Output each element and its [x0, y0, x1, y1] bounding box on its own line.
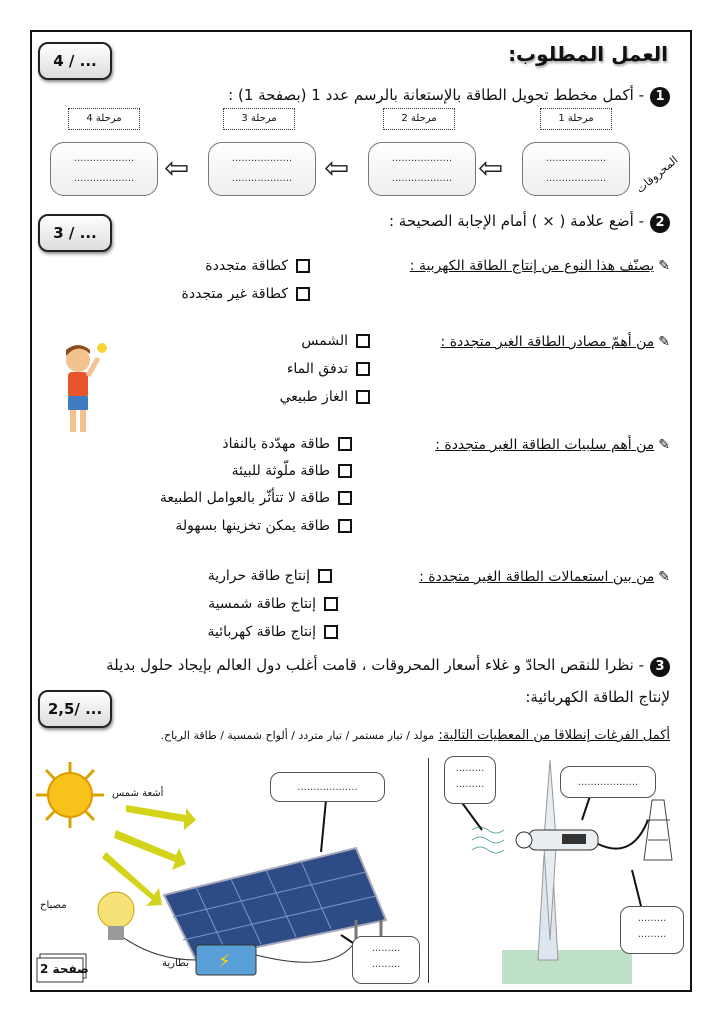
blank-line: ...................: [391, 173, 453, 184]
checkbox[interactable]: [356, 362, 370, 376]
q2b-question: ✎من أهمّ مصادر الطاقة الغير متجددة :: [440, 334, 670, 350]
blank-line: ...................: [231, 173, 293, 184]
option[interactable]: طاقة ملّوثة للبيئة: [232, 463, 352, 479]
q3-text: - نظرا للنقص الحادّ و غلاء أسعار المحروقات ، قامت أغلب دول العالم بإيجاد حلول بديلة: [106, 656, 644, 674]
checkbox[interactable]: [324, 625, 338, 639]
boy-illustration: [58, 338, 110, 442]
battery-label: بطارية: [162, 958, 190, 969]
option[interactable]: الشمس: [301, 333, 370, 349]
checkbox[interactable]: [318, 569, 332, 583]
checkbox[interactable]: [338, 519, 352, 533]
option[interactable]: الغاز طبيعي: [280, 389, 370, 405]
blank-line: ...................: [545, 153, 607, 164]
score-box-q3: 2,5/ ...: [38, 690, 112, 728]
blank-line: ...................: [391, 153, 453, 164]
page-number: صفحة 2: [40, 962, 89, 976]
blank-line: ...................: [231, 153, 293, 164]
stage-box-3[interactable]: [208, 142, 316, 196]
q1-number: 1: [650, 87, 670, 107]
option[interactable]: تدفق الماء: [287, 361, 370, 377]
stage-box-4[interactable]: [50, 142, 158, 196]
svg-text:⚡: ⚡: [218, 951, 231, 972]
stage-label-3: مرحلة 3: [223, 108, 295, 130]
checkbox[interactable]: [338, 464, 352, 478]
blank-line: ...................: [73, 153, 135, 164]
score-box-q1: 4 / ...: [38, 42, 112, 80]
current-answer-field[interactable]: ......... .........: [352, 936, 420, 984]
q3-heading: [106, 656, 670, 677]
stage-label-2: مرحلة 2: [383, 108, 455, 130]
arrow-left-icon: ⇦: [164, 151, 190, 186]
fuel-label: المحروقات: [633, 153, 681, 196]
stage-box-1[interactable]: [522, 142, 630, 196]
option[interactable]: إنتاج طاقة شمسية: [208, 596, 338, 612]
q1-text: - أكمل مخطط تحويل الطاقة بالإستعانة بالرسم عدد 1 (بصفحة 1) :: [228, 86, 644, 104]
q2c-question: ✎من أهم سلبيات الطاقة الغير متجددة :: [435, 437, 670, 453]
q3-number: 3: [650, 657, 670, 677]
option[interactable]: إنتاج طاقة كهربائية: [208, 624, 338, 640]
checkbox[interactable]: [338, 491, 352, 505]
q1-heading: [228, 86, 670, 107]
option[interactable]: كطاقة غير متجددة: [182, 286, 310, 302]
divider: [428, 758, 429, 983]
score-box-q2: 3 / ...: [38, 214, 112, 252]
generator-answer-field[interactable]: ...................: [560, 766, 656, 798]
q2-heading: [389, 212, 670, 233]
pencil-icon: ✎: [658, 569, 670, 585]
pencil-icon: ✎: [658, 437, 670, 453]
stage-box-2[interactable]: [368, 142, 476, 196]
pencil-icon: ✎: [658, 334, 670, 350]
stage-label-4: مرحلة 4: [68, 108, 140, 130]
option[interactable]: طاقة يمكن تخزينها بسهولة: [175, 518, 352, 534]
checkbox[interactable]: [324, 597, 338, 611]
option[interactable]: كطاقة متجددة: [205, 258, 310, 274]
checkbox[interactable]: [296, 287, 310, 301]
wind-answer-field[interactable]: ......... .........: [444, 756, 496, 804]
blank-line: ...................: [545, 173, 607, 184]
sun-rays-label: أشعة شمس: [112, 788, 164, 799]
solar-answer-field[interactable]: ...................: [270, 772, 385, 802]
pencil-icon: ✎: [658, 258, 670, 274]
blank-line: ...................: [73, 173, 135, 184]
checkbox[interactable]: [356, 390, 370, 404]
q2-text: - أضع علامة ( × ) أمام الإجابة الصحيحة :: [388, 212, 644, 230]
arrow-left-icon: ⇦: [478, 151, 504, 186]
checkbox[interactable]: [356, 334, 370, 348]
option[interactable]: طاقة مهدّدة بالنفاذ: [222, 436, 352, 452]
checkbox[interactable]: [296, 259, 310, 273]
q3-text-cont: لإنتاج الطاقة الكهربائية:: [525, 688, 670, 706]
stage-label-1: مرحلة 1: [540, 108, 612, 130]
q2-number: 2: [650, 213, 670, 233]
option[interactable]: إنتاج طاقة حرارية: [208, 568, 332, 584]
lamp-label: مصباح: [40, 900, 67, 911]
q2d-question: ✎من بين استعمالات الطاقة الغير متجددة :: [419, 569, 670, 585]
checkbox[interactable]: [338, 437, 352, 451]
page-title: العمل المطلوب:: [508, 42, 668, 66]
q2a-question: ✎يصنّف هذا النوع من إنتاج الطاقة الكهربية :: [409, 258, 670, 274]
arrow-left-icon: ⇦: [324, 151, 350, 186]
q3-instruction: أكمل الفرغات إنطلاقا من المعطيات التالية: مولد / تيار مستمر / تيار متردد / ألواح شمسية / طاقة الرياح.: [160, 728, 670, 743]
alternating-current-answer-field[interactable]: ......... .........: [620, 906, 684, 954]
option[interactable]: طاقة لا تتأثّر بالعوامل الطبيعة: [160, 490, 352, 506]
